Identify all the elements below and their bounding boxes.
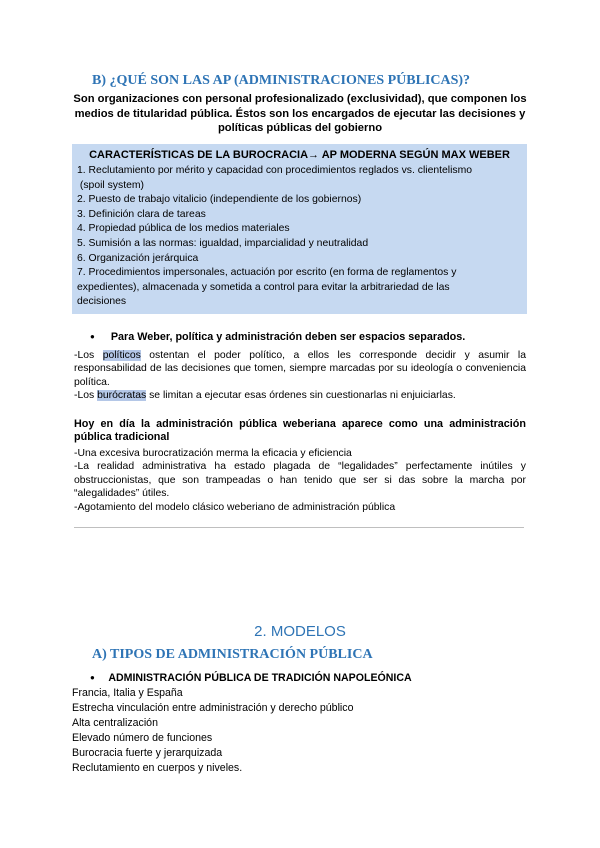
intro-line: políticas públicas del gobierno [217,122,383,134]
weber-item: 3. Definición clara de tareas [77,208,206,220]
today-points [74,447,526,514]
list-item: Elevado número de funciones [72,732,213,744]
section-b-heading: B) ¿QUÉ SON LAS AP (ADMINISTRACIONES PÚBLICAS)? [92,73,471,88]
weber-item: decisiones [77,296,127,308]
today-heading: Hoy en día la administración pública weberiana aparece como una administración pública tradicional [74,418,526,444]
weber-item: expedientes), almacenada y sometida a control para evitar la arbitrariedad de las [77,281,450,293]
weber-item: 6. Organización jerárquica [77,252,199,264]
napoleonic-list [72,686,353,776]
weber-characteristics-box [72,144,527,314]
weber-item: 2. Puesto de trabajo vitalicio (independiente de los gobiernos) [77,194,362,206]
divider [74,527,524,528]
section-2-subheading: A) TIPOS DE ADMINISTRACIÓN PÚBLICA [92,647,373,662]
politicos-paragraph [74,349,526,389]
weber-bullet-text: Para Weber, política y administración deben ser espacios separados. [110,331,466,343]
paragraph-text: se limitan a ejecutar esas órdenes sin cuestionarlas ni enjuiciarlas. [146,390,456,401]
bullet-icon: ● [90,332,95,341]
list-item: Burocracia fuerte y jerarquizada [72,747,223,759]
today-point: -Agotamiento del modelo clásico weberiano de administración pública [74,502,396,514]
list-item: Estrecha vinculación entre administración y derecho público [72,702,354,714]
intro-paragraph [70,92,530,136]
today-point: -Una excesiva burocratización merma la eficacia y eficiencia [74,448,352,459]
napoleonic-title: ADMINISTRACIÓN PÚBLICA DE TRADICIÓN NAPOLEÓNICA [108,672,412,684]
highlighted-word: burócratas [97,390,147,401]
list-item: Reclutamiento en cuerpos y niveles. [72,762,243,774]
list-item: Alta centralización [72,717,158,729]
weber-item: 4. Propiedad pública de los medios materiales [77,223,290,235]
bullet-icon: ● [90,673,95,682]
intro-line: medios de titularidad pública. Éstos son los encargados de ejecutar las decisiones y [74,107,526,120]
highlighted-word: políticos [102,350,141,361]
weber-box-list [77,164,522,310]
paragraph-prefix: -Los [74,390,98,401]
burocratas-paragraph [74,389,526,402]
paragraph-prefix: -Los [74,350,103,361]
section-2-title: 2. MODELOS [254,623,346,640]
list-item: Francia, Italia y España [72,687,183,699]
paragraph-text: ostentan el poder político, a ellos les corresponde decidir y asumir la responsabilidad de las decisiones que tomen, siempre marcadas por su ideología o conveniencia política. [74,350,526,388]
weber-bullet [90,331,465,343]
weber-box-title: CARACTERÍSTICAS DE LA BUROCRACIA→ AP MODERNA SEGÚN MAX WEBER [89,149,510,161]
napoleonic-bullet [90,672,412,684]
weber-item: (spoil system) [77,179,144,191]
weber-item: 5. Sumisión a las normas: igualdad, imparcialidad y neutralidad [77,237,369,249]
weber-item: 7. Procedimientos impersonales, actuación por escrito (en forma de reglamentos y [77,267,457,279]
today-point: -La realidad administrativa ha estado plagada de “legalidades” perfectamente inútiles y obstruccionistas, que son trampeadas o han tenido que ser si das sobre la marcha por “alegalidades” útiles. [74,461,526,499]
weber-item: 1. Reclutamiento por mérito y capacidad con procedimientos reglados vs. clientelismo [77,165,473,176]
intro-line: Son organizaciones con personal profesionalizado (exclusividad), que componen los [73,93,527,105]
